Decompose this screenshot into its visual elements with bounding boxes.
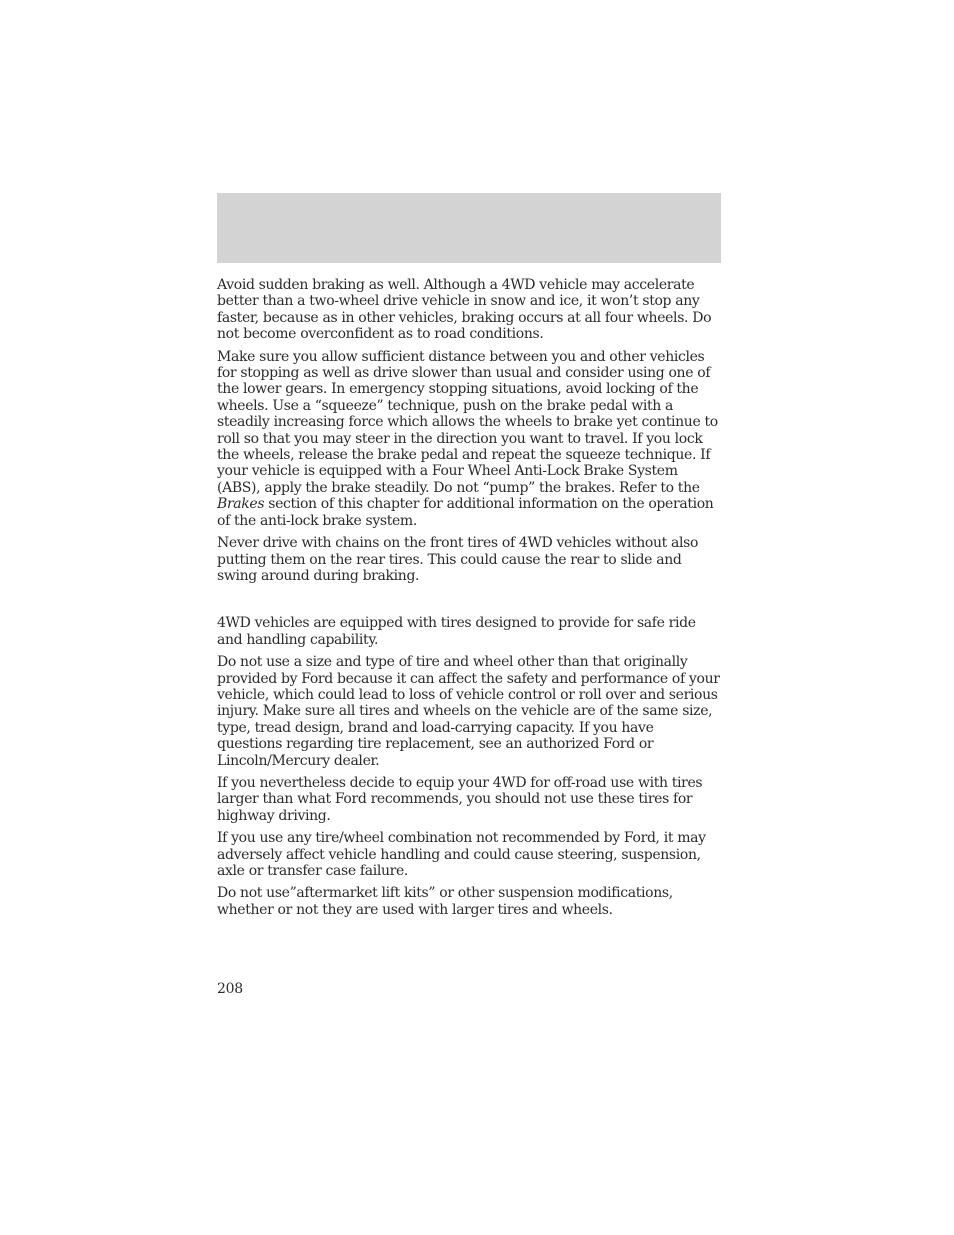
page-body xyxy=(217,277,721,924)
paragraph-offroad-tires: If you nevertheless decide to equip your 4WD for off-road use with tires larger than what Ford recommends, you should not use these tires for highway driving. xyxy=(217,774,703,824)
paragraph-sudden-braking: Avoid sudden braking as well. Although a 4WD vehicle may accelerate better than a two-wheel drive vehicle in snow and ice, it won’t stop any faster, because as in other vehicles, braking occurs at all four wheels. Do not become overconfident as to road conditions. xyxy=(217,277,712,343)
brakes-section-reference: Brakes xyxy=(217,496,265,513)
paragraph-tires-intro: 4WD vehicles are equipped with tires designed to provide for safe ride and handling capability. xyxy=(217,615,696,648)
paragraph-stopping-distance-text: Make sure you allow sufficient distance between you and other vehicles for stopping as well as drive slower than usual and consider using one of the lower gears. In emergency stopping situations, avoid locking of the wheels. Use a “squeeze” technique, push on the brake pedal with a steadily increasing force which allows the wheels to brake yet continue to roll so that you may steer in the direction you want to travel. If you lock the wheels, release the brake pedal and repeat the squeeze technique. If your vehicle is equipped with a Four Wheel Anti-Lock Brake System (ABS), apply the brake steadily. Do not “pump” the brakes. Refer to the xyxy=(217,348,718,496)
section-header-band xyxy=(217,193,721,263)
paragraph-stopping-distance xyxy=(217,349,721,529)
paragraph-tire-size-warning: Do not use a size and type of tire and wheel other than that originally provided by Ford because it can affect the safety and performance of your vehicle, which could lead to loss of vehicle control or roll over and serious injury. Make sure all tires and wheels on the vehicle are of the same size, type, tread design, brand and load-carrying capacity. If you have questions regarding tire replacement, see an authorized Ford or Lincoln/Mercury dealer. xyxy=(217,654,720,769)
paragraph-tire-wheel-combination: If you use any tire/wheel combination not recommended by Ford, it may adversely affect vehicle handling and could cause steering, suspension, axle or transfer case failure. xyxy=(217,830,706,879)
paragraph-chains: Never drive with chains on the front tires of 4WD vehicles without also putting them on the rear tires. This could cause the rear to slide and swing around during braking. xyxy=(217,535,699,584)
paragraph-lift-kits: Do not use”aftermarket lift kits” or other suspension modifications, whether or not they are used with larger tires and wheels. xyxy=(217,885,673,918)
paragraph-stopping-distance-text-end: section of this chapter for additional information on the operation of the anti-lock brake system. xyxy=(217,496,714,529)
page-number: 208 xyxy=(217,981,243,997)
